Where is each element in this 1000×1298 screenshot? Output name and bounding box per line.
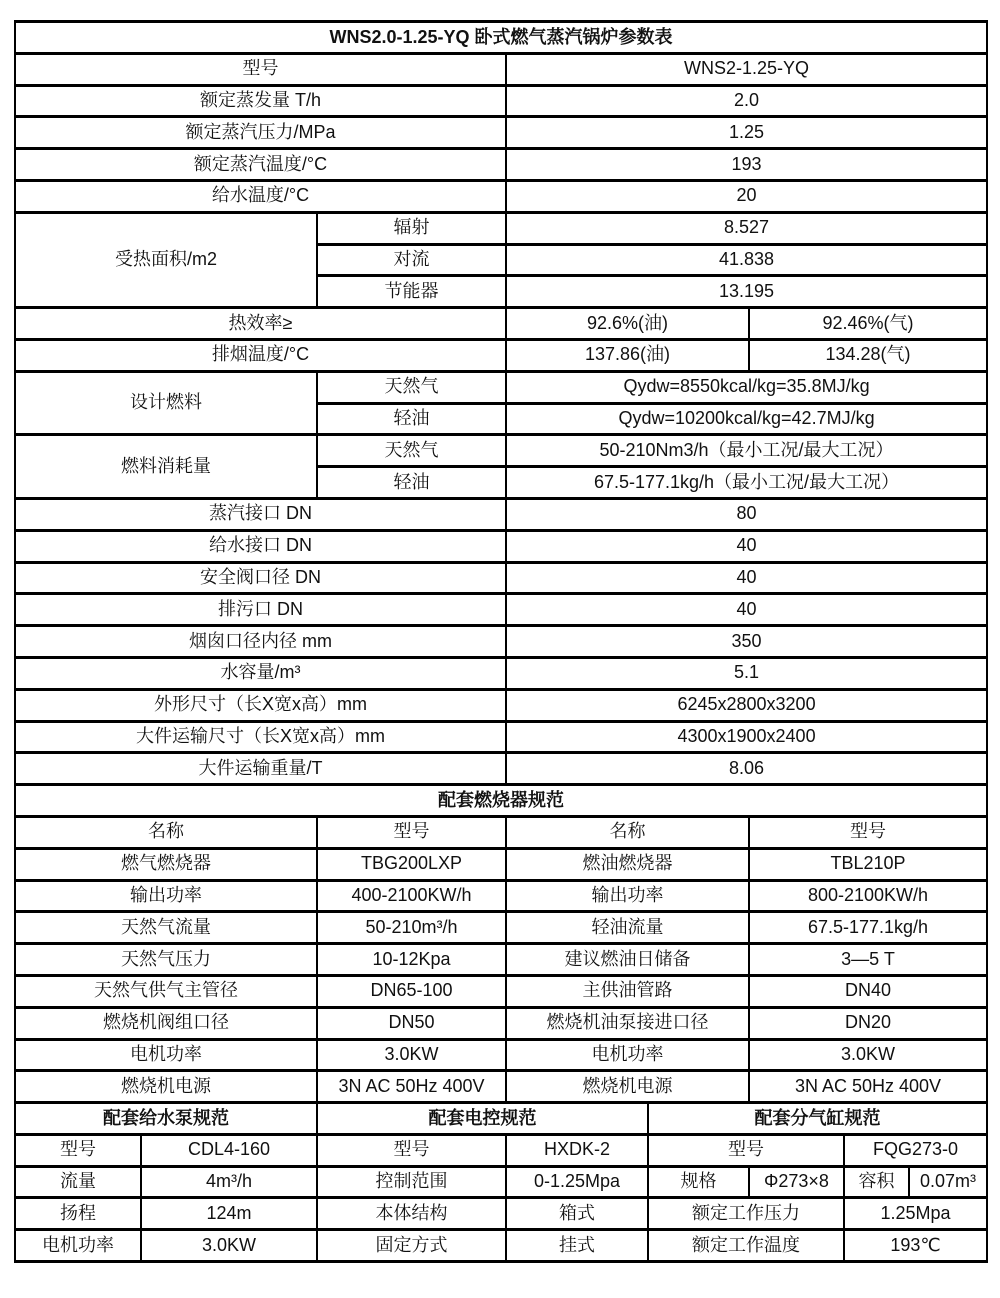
param-value: 41.838 — [506, 244, 987, 276]
param-label: 热效率≥ — [15, 308, 506, 340]
burner-cell: 燃烧机阀组口径 — [15, 1007, 317, 1039]
control-value: 0-1.25Mpa — [506, 1166, 648, 1198]
param-value-oil: 137.86(油) — [506, 339, 749, 371]
table-row — [15, 975, 987, 1007]
param-label: 排烟温度/°C — [15, 339, 506, 371]
sub-label: 轻油 — [317, 467, 506, 499]
param-label: 烟囱口径内径 mm — [15, 626, 506, 658]
table-row — [15, 944, 987, 976]
cylinder-value: 193℃ — [844, 1230, 987, 1262]
table-row — [15, 498, 987, 530]
burner-cell: 燃烧机电源 — [15, 1071, 317, 1103]
param-value: WNS2-1.25-YQ — [506, 53, 987, 85]
control-label: 固定方式 — [317, 1230, 506, 1262]
param-value: 13.195 — [506, 276, 987, 308]
cylinder-value: FQG273-0 — [844, 1134, 987, 1166]
burner-cell: 燃气燃烧器 — [15, 848, 317, 880]
param-value: 4300x1900x2400 — [506, 721, 987, 753]
param-label: 额定蒸发量 T/h — [15, 85, 506, 117]
table-row — [15, 1071, 987, 1103]
burner-cell: 主供油管路 — [506, 975, 749, 1007]
table-row — [15, 721, 987, 753]
burner-cell: 天然气压力 — [15, 944, 317, 976]
table-row — [15, 1230, 987, 1262]
group-label: 受热面积/m2 — [15, 212, 317, 307]
param-value-gas: 134.28(气) — [749, 339, 987, 371]
cylinder-label: 规格 — [648, 1166, 749, 1198]
table-row — [15, 149, 987, 181]
burner-cell: 天然气供气主管径 — [15, 975, 317, 1007]
table-row — [15, 530, 987, 562]
burner-cell: DN20 — [749, 1007, 987, 1039]
burner-cell: 名称 — [506, 816, 749, 848]
burner-cell: 10-12Kpa — [317, 944, 506, 976]
param-value: 350 — [506, 626, 987, 658]
table-row — [15, 562, 987, 594]
param-label: 水容量/m³ — [15, 657, 506, 689]
burner-cell: 67.5-177.1kg/h — [749, 912, 987, 944]
group-label: 设计燃料 — [15, 371, 317, 435]
burner-cell: 3—5 T — [749, 944, 987, 976]
param-value: 80 — [506, 498, 987, 530]
burner-cell: 天然气流量 — [15, 912, 317, 944]
param-value: 67.5-177.1kg/h（最小工况/最大工况） — [506, 467, 987, 499]
table-row — [15, 308, 987, 340]
param-value: 5.1 — [506, 657, 987, 689]
burner-cell: 3N AC 50Hz 400V — [317, 1071, 506, 1103]
param-value: 8.06 — [506, 753, 987, 785]
param-value-oil: 92.6%(油) — [506, 308, 749, 340]
param-label: 给水温度/°C — [15, 180, 506, 212]
pump-value: 4m³/h — [141, 1166, 317, 1198]
param-value: 40 — [506, 530, 987, 562]
table-row — [15, 1198, 987, 1230]
control-label: 本体结构 — [317, 1198, 506, 1230]
burner-cell: 50-210m³/h — [317, 912, 506, 944]
cylinder-label: 型号 — [648, 1134, 844, 1166]
param-label: 大件运输重量/T — [15, 753, 506, 785]
section-header-pump: 配套给水泵规范 — [15, 1103, 317, 1135]
burner-cell: 名称 — [15, 816, 317, 848]
table-row — [15, 339, 987, 371]
cylinder-value: 1.25Mpa — [844, 1198, 987, 1230]
burner-cell: 电机功率 — [506, 1039, 749, 1071]
section-header-cylinder: 配套分气缸规范 — [648, 1103, 987, 1135]
burner-cell: 3.0KW — [317, 1039, 506, 1071]
burner-cell: 燃烧机油泵接进口径 — [506, 1007, 749, 1039]
param-label: 排污口 DN — [15, 594, 506, 626]
burner-cell: 燃油燃烧器 — [506, 848, 749, 880]
burner-cell: 800-2100KW/h — [749, 880, 987, 912]
table-row — [15, 626, 987, 658]
table-row — [15, 816, 987, 848]
burner-cell: DN65-100 — [317, 975, 506, 1007]
burner-cell: 3.0KW — [749, 1039, 987, 1071]
param-label: 型号 — [15, 53, 506, 85]
param-value: 40 — [506, 562, 987, 594]
burner-cell: 型号 — [317, 816, 506, 848]
cylinder-value: Φ273×8 — [749, 1166, 844, 1198]
table-row — [15, 657, 987, 689]
sub-label: 对流 — [317, 244, 506, 276]
title-row — [15, 22, 987, 54]
param-value: 40 — [506, 594, 987, 626]
table-row — [15, 1007, 987, 1039]
param-value: Qydw=10200kcal/kg=42.7MJ/kg — [506, 403, 987, 435]
param-label: 大件运输尺寸（长X宽x高）mm — [15, 721, 506, 753]
burner-cell: 输出功率 — [15, 880, 317, 912]
param-value: 50-210Nm3/h（最小工况/最大工况） — [506, 435, 987, 467]
burner-cell: 3N AC 50Hz 400V — [749, 1071, 987, 1103]
param-value: 6245x2800x3200 — [506, 689, 987, 721]
table-row — [15, 848, 987, 880]
pump-label: 电机功率 — [15, 1230, 141, 1262]
control-value: HXDK-2 — [506, 1134, 648, 1166]
param-value: 20 — [506, 180, 987, 212]
burner-cell: TBG200LXP — [317, 848, 506, 880]
burner-cell: TBL210P — [749, 848, 987, 880]
table-row — [15, 594, 987, 626]
table-row — [15, 689, 987, 721]
table-row — [15, 912, 987, 944]
sub-label: 天然气 — [317, 435, 506, 467]
boiler-spec-table — [14, 20, 988, 1263]
table-row — [15, 117, 987, 149]
burner-cell: 建议燃油日储备 — [506, 944, 749, 976]
table-row — [15, 53, 987, 85]
cylinder-label: 容积 — [844, 1166, 909, 1198]
burner-cell: 燃烧机电源 — [506, 1071, 749, 1103]
section-header: 配套燃烧器规范 — [15, 785, 987, 817]
section-header-control: 配套电控规范 — [317, 1103, 648, 1135]
control-label: 控制范围 — [317, 1166, 506, 1198]
table-row — [15, 371, 987, 403]
pump-label: 扬程 — [15, 1198, 141, 1230]
pump-value: 3.0KW — [141, 1230, 317, 1262]
param-label: 额定蒸汽压力/MPa — [15, 117, 506, 149]
control-label: 型号 — [317, 1134, 506, 1166]
cylinder-label: 额定工作压力 — [648, 1198, 844, 1230]
param-label: 给水接口 DN — [15, 530, 506, 562]
control-value: 箱式 — [506, 1198, 648, 1230]
param-label: 额定蒸汽温度/°C — [15, 149, 506, 181]
param-value: 1.25 — [506, 117, 987, 149]
param-label: 外形尺寸（长X宽x高）mm — [15, 689, 506, 721]
pump-label: 型号 — [15, 1134, 141, 1166]
table-row — [15, 880, 987, 912]
param-value: Qydw=8550kcal/kg=35.8MJ/kg — [506, 371, 987, 403]
param-label: 蒸汽接口 DN — [15, 498, 506, 530]
pump-label: 流量 — [15, 1166, 141, 1198]
table-row — [15, 212, 987, 244]
burner-cell: 电机功率 — [15, 1039, 317, 1071]
pump-value: CDL4-160 — [141, 1134, 317, 1166]
param-value: 193 — [506, 149, 987, 181]
section-header-row — [15, 1103, 987, 1135]
burner-cell: 轻油流量 — [506, 912, 749, 944]
burner-cell: 400-2100KW/h — [317, 880, 506, 912]
pump-value: 124m — [141, 1198, 317, 1230]
table-row — [15, 85, 987, 117]
page-title: WNS2.0-1.25-YQ 卧式燃气蒸汽锅炉参数表 — [15, 22, 987, 54]
cylinder-value: 0.07m³ — [909, 1166, 987, 1198]
param-value: 2.0 — [506, 85, 987, 117]
sub-label: 轻油 — [317, 403, 506, 435]
section-header-row — [15, 785, 987, 817]
burner-cell: DN50 — [317, 1007, 506, 1039]
table-row — [15, 1134, 987, 1166]
param-label: 安全阀口径 DN — [15, 562, 506, 594]
sub-label: 天然气 — [317, 371, 506, 403]
table-row — [15, 1039, 987, 1071]
sub-label: 节能器 — [317, 276, 506, 308]
param-value: 8.527 — [506, 212, 987, 244]
control-value: 挂式 — [506, 1230, 648, 1262]
table-row — [15, 435, 987, 467]
burner-cell: 输出功率 — [506, 880, 749, 912]
sub-label: 辐射 — [317, 212, 506, 244]
table-row — [15, 1166, 987, 1198]
table-row — [15, 180, 987, 212]
table-row — [15, 753, 987, 785]
burner-cell: 型号 — [749, 816, 987, 848]
group-label: 燃料消耗量 — [15, 435, 317, 499]
cylinder-label: 额定工作温度 — [648, 1230, 844, 1262]
param-value-gas: 92.46%(气) — [749, 308, 987, 340]
burner-cell: DN40 — [749, 975, 987, 1007]
